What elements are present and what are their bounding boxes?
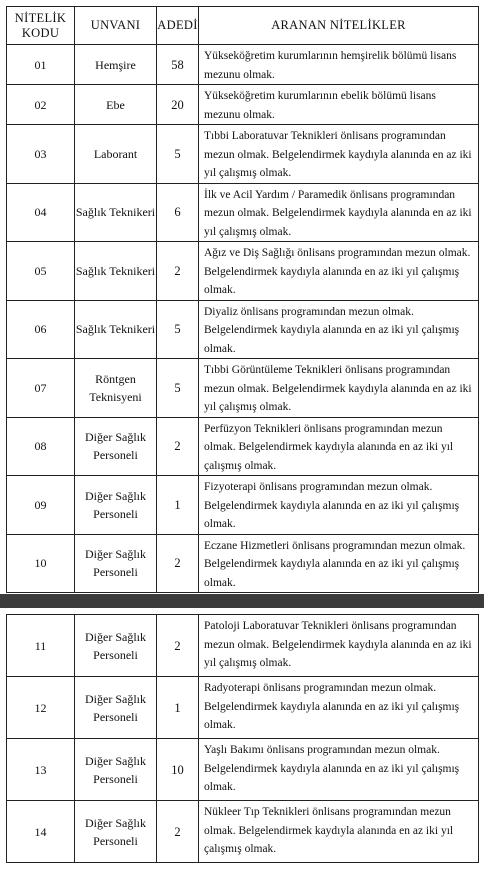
qualification-code: 01 xyxy=(7,45,75,85)
position-count: 1 xyxy=(157,476,199,535)
position-count: 58 xyxy=(157,45,199,85)
position-count: 1 xyxy=(157,677,199,739)
qualification-code: 11 xyxy=(7,615,75,677)
position-count: 5 xyxy=(157,125,199,184)
requirements-text: Tıbbi Laboratuvar Teknikleri önlisans programından mezun olmak. Belgelendirmek kaydıyla alanında en az iki yıl çalışmış olmak. xyxy=(199,125,479,184)
requirements-text: Patoloji Laboratuvar Teknikleri önlisans programından mezun olmak. Belgelendirmek kaydıyla alanında en az iki yıl çalışmış olmak. xyxy=(199,615,479,677)
job-title: Ebe xyxy=(75,85,157,125)
job-title: Röntgen Teknisyeni xyxy=(75,359,157,418)
qualification-code: 10 xyxy=(7,534,75,593)
table-row xyxy=(7,801,479,863)
job-title: Diğer Sağlık Personeli xyxy=(75,476,157,535)
job-title: Diğer Sağlık Personeli xyxy=(75,739,157,801)
qualification-code: 04 xyxy=(7,183,75,242)
header-code: NİTELİK KODU xyxy=(7,7,75,45)
requirements-text: Tıbbi Görüntüleme Teknikleri önlisans programından mezun olmak. Belgelendirmek kaydıyla alanında en az iki yıl çalışmış olmak. xyxy=(199,359,479,418)
qualification-code: 13 xyxy=(7,739,75,801)
job-title: Sağlık Teknikeri xyxy=(75,242,157,301)
table-row xyxy=(7,125,479,184)
page-divider xyxy=(0,594,484,608)
table-row xyxy=(7,45,479,85)
qualification-code: 03 xyxy=(7,125,75,184)
requirements-text: Perfüzyon Teknikleri önlisans programından mezun olmak. Belgelendirmek kaydıyla alanında en az iki yıl çalışmış olmak. xyxy=(199,417,479,476)
table-row xyxy=(7,534,479,593)
positions-table xyxy=(6,6,479,593)
header-title: UNVANI xyxy=(75,7,157,45)
qualification-code: 12 xyxy=(7,677,75,739)
table-row xyxy=(7,476,479,535)
requirements-text: Eczane Hizmetleri önlisans programından mezun olmak. Belgelendirmek kaydıyla alanında en az iki yıl çalışmış olmak. xyxy=(199,534,479,593)
table-row xyxy=(7,183,479,242)
requirements-text: İlk ve Acil Yardım / Paramedik önlisans programından mezun olmak. Belgelendirmek kaydıyla alanında en az iki yıl çalışmış olmak. xyxy=(199,183,479,242)
position-count: 10 xyxy=(157,739,199,801)
requirements-text: Ağız ve Diş Sağlığı önlisans programından mezun olmak. Belgelendirmek kaydıyla alanında en az iki yıl çalışmış olmak. xyxy=(199,242,479,301)
qualification-code: 09 xyxy=(7,476,75,535)
table-header-row xyxy=(7,7,479,45)
position-count: 2 xyxy=(157,417,199,476)
position-count: 5 xyxy=(157,300,199,359)
position-count: 6 xyxy=(157,183,199,242)
header-requirements: ARANAN NİTELİKLER xyxy=(199,7,479,45)
position-count: 2 xyxy=(157,242,199,301)
job-title: Diğer Sağlık Personeli xyxy=(75,417,157,476)
position-count: 2 xyxy=(157,801,199,863)
job-title: Diğer Sağlık Personeli xyxy=(75,534,157,593)
table-row xyxy=(7,359,479,418)
qualification-code: 06 xyxy=(7,300,75,359)
job-title: Diğer Sağlık Personeli xyxy=(75,615,157,677)
job-title: Diğer Sağlık Personeli xyxy=(75,801,157,863)
qualification-code: 14 xyxy=(7,801,75,863)
positions-table-continued xyxy=(6,614,479,863)
qualification-code: 05 xyxy=(7,242,75,301)
job-title: Diğer Sağlık Personeli xyxy=(75,677,157,739)
position-count: 20 xyxy=(157,85,199,125)
job-title: Hemşire xyxy=(75,45,157,85)
requirements-text: Nükleer Tıp Teknikleri önlisans programından mezun olmak. Belgelendirmek kaydıyla alanında en az iki yıl çalışmış olmak. xyxy=(199,801,479,863)
qualification-code: 08 xyxy=(7,417,75,476)
requirements-text: Radyoterapi önlisans programından mezun olmak. Belgelendirmek kaydıyla alanında en az iki yıl çalışmış olmak. xyxy=(199,677,479,739)
requirements-text: Yükseköğretim kurumlarının hemşirelik bölümü lisans mezunu olmak. xyxy=(199,45,479,85)
header-count: ADEDİ xyxy=(157,7,199,45)
job-title: Sağlık Teknikeri xyxy=(75,300,157,359)
requirements-text: Yaşlı Bakımı önlisans programından mezun olmak. Belgelendirmek kaydıyla alanında en az iki yıl çalışmış olmak. xyxy=(199,739,479,801)
qualification-code: 02 xyxy=(7,85,75,125)
job-title: Sağlık Teknikeri xyxy=(75,183,157,242)
requirements-text: Yükseköğretim kurumlarının ebelik bölümü lisans mezunu olmak. xyxy=(199,85,479,125)
table-row xyxy=(7,242,479,301)
table-row xyxy=(7,739,479,801)
table-row xyxy=(7,85,479,125)
qualification-code: 07 xyxy=(7,359,75,418)
table-row xyxy=(7,677,479,739)
position-count: 5 xyxy=(157,359,199,418)
position-count: 2 xyxy=(157,615,199,677)
table-row xyxy=(7,417,479,476)
requirements-text: Diyaliz önlisans programından mezun olmak. Belgelendirmek kaydıyla alanında en az iki yıl çalışmış olmak. xyxy=(199,300,479,359)
table-row xyxy=(7,615,479,677)
position-count: 2 xyxy=(157,534,199,593)
requirements-text: Fizyoterapi önlisans programından mezun olmak. Belgelendirmek kaydıyla alanında en az iki yıl çalışmış olmak. xyxy=(199,476,479,535)
table-row xyxy=(7,300,479,359)
job-title: Laborant xyxy=(75,125,157,184)
